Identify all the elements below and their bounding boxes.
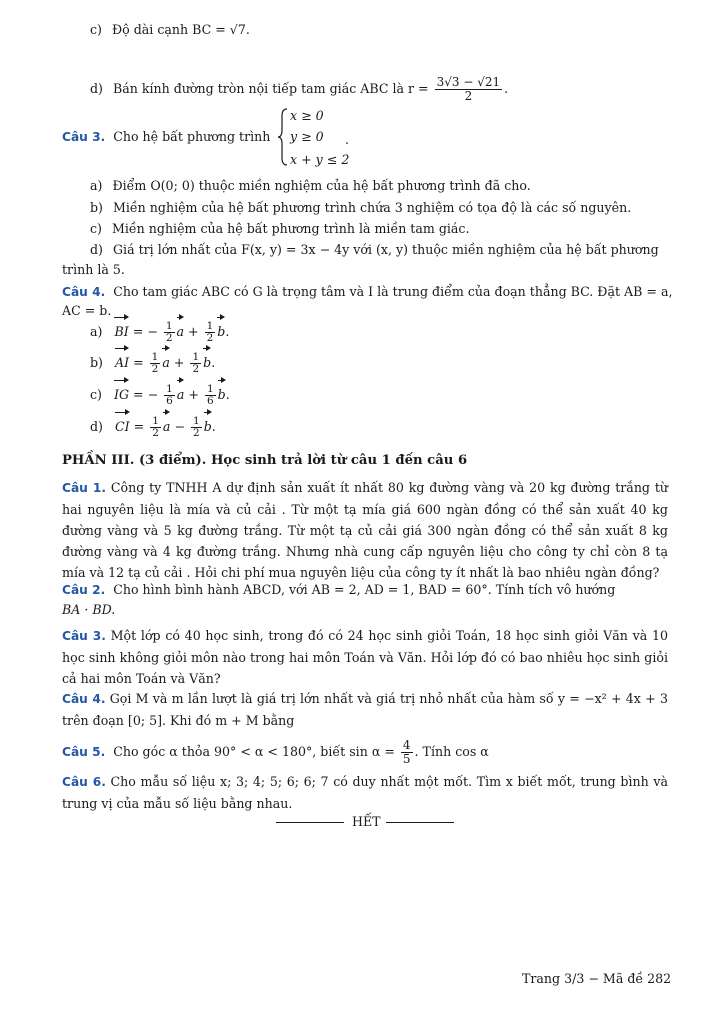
operator: + — [188, 324, 199, 339]
q4-item-c — [90, 380, 230, 410]
num: 1 — [192, 351, 200, 363]
q3-item-b — [90, 199, 631, 217]
end: . — [225, 387, 230, 402]
coef-1 — [150, 352, 161, 375]
item-label: c) — [90, 221, 102, 236]
fraction-denominator: 5 — [402, 752, 411, 766]
item-label: d) — [90, 419, 103, 434]
den: 6 — [166, 395, 173, 407]
vector-lhs: BI — [114, 317, 128, 347]
q4-item-b — [90, 348, 215, 378]
vector-a: a — [163, 412, 171, 442]
system-inequality: x ≥ 0 — [290, 108, 324, 123]
num: 1 — [152, 415, 159, 427]
den: 2 — [165, 332, 173, 344]
den: 2 — [193, 427, 200, 439]
operator: + — [188, 387, 199, 402]
item-d — [90, 76, 508, 103]
question-label: Câu 2. — [62, 583, 106, 597]
question-text: Cho mẫu số liệu x; 3; 4; 5; 6; 6; 7 có duy nhất một mốt. Tìm x biết mốt, trung bình và trung vị của mẫu số liệu bằng nhau. — [62, 774, 668, 811]
coef-1 — [164, 321, 175, 344]
end: . — [211, 355, 216, 370]
item-label: b) — [90, 355, 103, 370]
question-text: Cho góc α thỏa 90° < α < 180°, biết sin α = — [113, 744, 395, 759]
item-label: a) — [90, 178, 103, 193]
item-text: Điểm O(0; 0) thuộc miền nghiệm của hệ bất phương trình đã cho. — [112, 178, 531, 193]
question-label: Câu 1. — [62, 481, 107, 495]
q4-item-a — [90, 317, 229, 347]
coef-2 — [190, 352, 201, 375]
den: 6 — [206, 395, 214, 407]
equals-sign: = − — [133, 387, 159, 402]
num: 1 — [166, 383, 173, 395]
coef-2 — [205, 384, 216, 407]
question-text-line2: BA · BD. — [62, 602, 116, 617]
sin-fraction — [401, 739, 413, 766]
coef-1 — [164, 384, 175, 407]
q3-item-d-continued: trình là 5. — [62, 262, 125, 277]
question-label: Câu 3. — [62, 130, 106, 144]
question-text-end: . Tính cos α — [414, 744, 489, 759]
part3-question-1 — [62, 477, 668, 583]
item-label: c) — [90, 387, 102, 402]
end-rule-right — [386, 822, 454, 823]
system-inequality: y ≥ 0 — [290, 129, 324, 144]
vector-a: a — [177, 317, 185, 347]
q3-item-d — [90, 241, 659, 259]
question-4-intro — [62, 283, 672, 301]
item-text: Giá trị lớn nhất của F(x, y) = 3x − 4y với (x, y) thuộc miền nghiệm của hệ bất phương — [113, 242, 659, 257]
num: 1 — [151, 351, 159, 363]
den: 2 — [152, 427, 159, 439]
end: . — [225, 324, 230, 339]
num: 1 — [206, 320, 214, 332]
equals-sign: = − — [132, 324, 158, 339]
operator: − — [174, 419, 185, 434]
question-text: Gọi M và m lần lượt là giá trị lớn nhất và giá trị nhỏ nhất của hàm số y = −x² + 4x + 3 trên đoạn [0; 5]. Khi đó m + M bằng — [62, 691, 668, 728]
equals-sign: = — [133, 419, 145, 434]
item-label: b) — [90, 200, 103, 215]
fraction-numerator: 3√3 − √21 — [436, 75, 501, 89]
end-mark: HẾT — [352, 814, 381, 829]
question-label: Câu 4. — [62, 285, 106, 299]
system-dot: . — [345, 132, 350, 147]
question-text: Một lớp có 40 học sinh, trong đó có 24 học sinh giỏi Toán, 18 học sinh giỏi Văn và 10 học sinh không giỏi môn nào trong hai môn Toán và Văn. Hỏi lớp đó có bao nhiêu học sinh giỏi cả hai môn Toán và Văn? — [62, 628, 668, 686]
question-text-line2: AC = b. — [62, 303, 112, 318]
page-footer: Trang 3/3 − Mã đề 282 — [522, 971, 672, 986]
vector-b: b — [203, 348, 211, 378]
item-label: d) — [90, 81, 103, 96]
question-text: Cho hệ bất phương trình — [113, 129, 271, 144]
item-label: c) — [90, 22, 102, 37]
section-heading: PHẦN III. (3 điểm). Học sinh trả lời từ câu 1 đến câu 6 — [62, 453, 468, 468]
question-3-intro — [62, 128, 270, 146]
radius-fraction — [435, 76, 503, 103]
question-label: Câu 5. — [62, 745, 106, 759]
end: . — [211, 419, 216, 434]
part3-question-5 — [62, 735, 489, 769]
item-label: a) — [90, 324, 103, 339]
question-text: Cho hình bình hành ABCD, với AB = 2, AD = 1, BAD = 60°. Tính tích vô hướng — [113, 582, 616, 597]
vector-a: a — [162, 348, 170, 378]
vector-b: b — [204, 412, 212, 442]
num: 1 — [165, 320, 173, 332]
part3-question-4 — [62, 688, 668, 731]
part3-question-3 — [62, 625, 668, 689]
num: 1 — [206, 383, 214, 395]
vector-a: a — [177, 380, 185, 410]
fraction-numerator: 4 — [402, 738, 411, 752]
den: 2 — [192, 363, 200, 375]
vector-b: b — [218, 380, 226, 410]
vector-lhs: IG — [114, 380, 129, 410]
item-text-end: . — [504, 81, 509, 96]
question-label: Câu 6. — [62, 775, 106, 789]
question-label: Câu 4. — [62, 692, 106, 706]
vector-lhs: CI — [115, 412, 130, 442]
operator: + — [173, 355, 185, 370]
equals-sign: = — [133, 355, 144, 370]
item-text: Bán kính đường tròn nội tiếp tam giác ABC là r = — [113, 81, 429, 96]
num: 1 — [193, 415, 200, 427]
q3-item-c — [90, 220, 469, 238]
part3-question-2 — [62, 581, 615, 599]
system-brace — [278, 108, 288, 166]
item-text: Miền nghiệm của hệ bất phương trình là miền tam giác. — [111, 221, 470, 236]
question-label: Câu 3. — [62, 629, 106, 643]
question-text: Cho tam giác ABC có G là trọng tâm và I là trung điểm của đoạn thẳng BC. Đặt AB = a, — [113, 284, 673, 299]
vector-lhs: AI — [115, 348, 129, 378]
item-text: Độ dài cạnh BC = √7. — [111, 22, 250, 37]
q3-item-a — [90, 177, 531, 195]
question-text: Công ty TNHH A dự định sản xuất ít nhất 80 kg đường vàng và 20 kg đường trắng từ hai nguyên liệu là mía và củ cải . Từ một tạ mía giá 600 ngàn đồng có thể sản xuất 40 kg đường vàng và 5 kg đường trắng. Từ một tạ củ cải giá 300 ngàn đồng có thể sản xuất 8 kg đường vàng và 4 kg đường trắng. Nhưng nhà cung cấp nguyên liệu cho công ty chỉ còn 8 tạ mía và 12 tạ củ cải . Hỏi chi phí mua nguyên liệu của công ty ít nhất là bao nhiêu ngàn đồng? — [62, 480, 668, 580]
item-c — [90, 21, 250, 39]
system-inequality: x + y ≤ 2 — [290, 152, 350, 167]
coef-1 — [150, 416, 161, 439]
q4-item-d — [90, 412, 216, 442]
coef-2 — [205, 321, 216, 344]
den: 2 — [206, 332, 214, 344]
den: 2 — [151, 363, 159, 375]
vector-b: b — [217, 317, 225, 347]
fraction-denominator: 2 — [464, 89, 473, 103]
end-rule-left — [276, 822, 344, 823]
item-label: d) — [90, 242, 103, 257]
coef-2 — [191, 416, 202, 439]
part3-question-6 — [62, 771, 668, 814]
item-text: Miền nghiệm của hệ bất phương trình chứa 3 nghiệm có tọa độ là các số nguyên. — [113, 200, 632, 215]
